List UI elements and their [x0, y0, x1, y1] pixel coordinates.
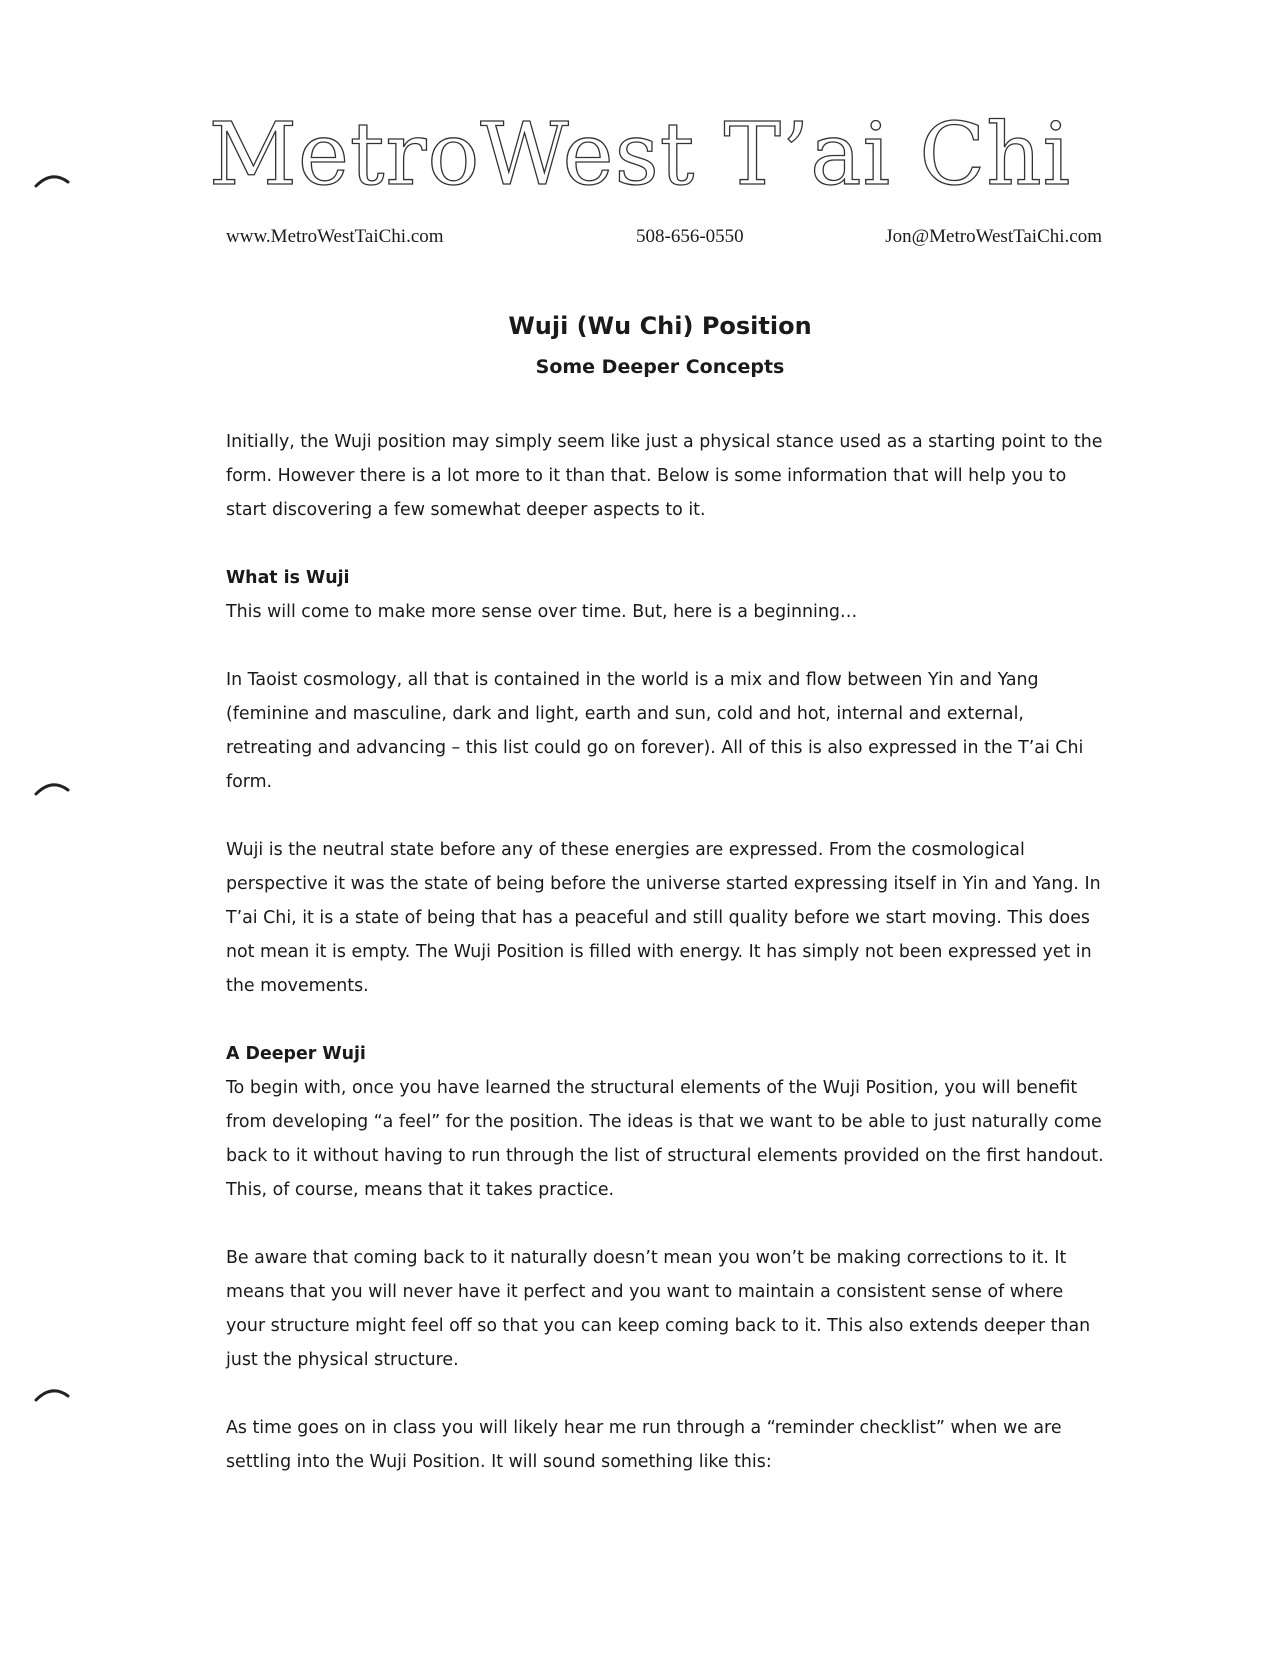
- paragraph: In Taoist cosmology, all that is contained in the world is a mix and flow between Yin and Yang (feminine and masculine, dark and light, earth and sun, cold and hot, internal and external, retreating and advancing – this list could go on forever). All of this is also expressed in the T’ai Chi form.: [226, 670, 1084, 792]
- paragraph: As time goes on in class you will likely hear me run through a “reminder checklist” when we are settling into the Wuji Position. It will sound something like this:: [226, 1418, 1062, 1472]
- phone-number: 508-656-0550: [636, 226, 744, 247]
- letterhead-title: MetroWest T’ai Chi: [208, 105, 1072, 205]
- contact-row: [226, 226, 1102, 254]
- document-subtitle: Some Deeper Concepts: [535, 356, 785, 378]
- paragraph: Be aware that coming back to it naturally doesn’t mean you won’t be making corrections to it. It means that you will never have it perfect and you want to maintain a consistent sense of where your structure might feel off so that you can keep coming back to it. This also extends deeper than just the physical structure.: [226, 1248, 1091, 1370]
- email-link[interactable]: Jon@MetroWestTaiChi.com: [885, 226, 1102, 247]
- paragraph: Wuji is the neutral state before any of these energies are expressed. From the cosmological perspective it was the state of being before the universe started expressing itself in Yin and Yang. In T’ai Chi, it is a state of being that has a peaceful and still quality before we start moving. This does not mean it is empty. The Wuji Position is filled with energy. It has simply not been expressed yet in the movements.: [226, 840, 1101, 996]
- document-body: [226, 425, 1106, 1513]
- paragraph: To begin with, once you have learned the structural elements of the Wuji Position, you will benefit from developing “a feel” for the position. The ideas is that we want to be able to just naturally come back to it without having to run through the list of structural elements provided on the first handout. This, of course, means that it takes practice.: [226, 1078, 1104, 1200]
- document-title: Wuji (Wu Chi) Position: [508, 312, 812, 340]
- website-link[interactable]: www.MetroWestTaiChi.com: [226, 226, 444, 247]
- binder-hole-mark-bottom: [34, 1382, 70, 1404]
- section-heading-what-is-wuji: What is Wuji: [226, 568, 350, 588]
- section-heading-a-deeper-wuji: A Deeper Wuji: [226, 1044, 366, 1064]
- intro-paragraph: Initially, the Wuji position may simply seem like just a physical stance used as a starting point to the form. However there is a lot more to it than that. Below is some information that will help you to start discovering a few somewhat deeper aspects to it.: [226, 432, 1103, 520]
- paragraph: This will come to make more sense over time. But, here is a beginning…: [226, 602, 858, 622]
- binder-hole-mark-middle: [34, 776, 70, 798]
